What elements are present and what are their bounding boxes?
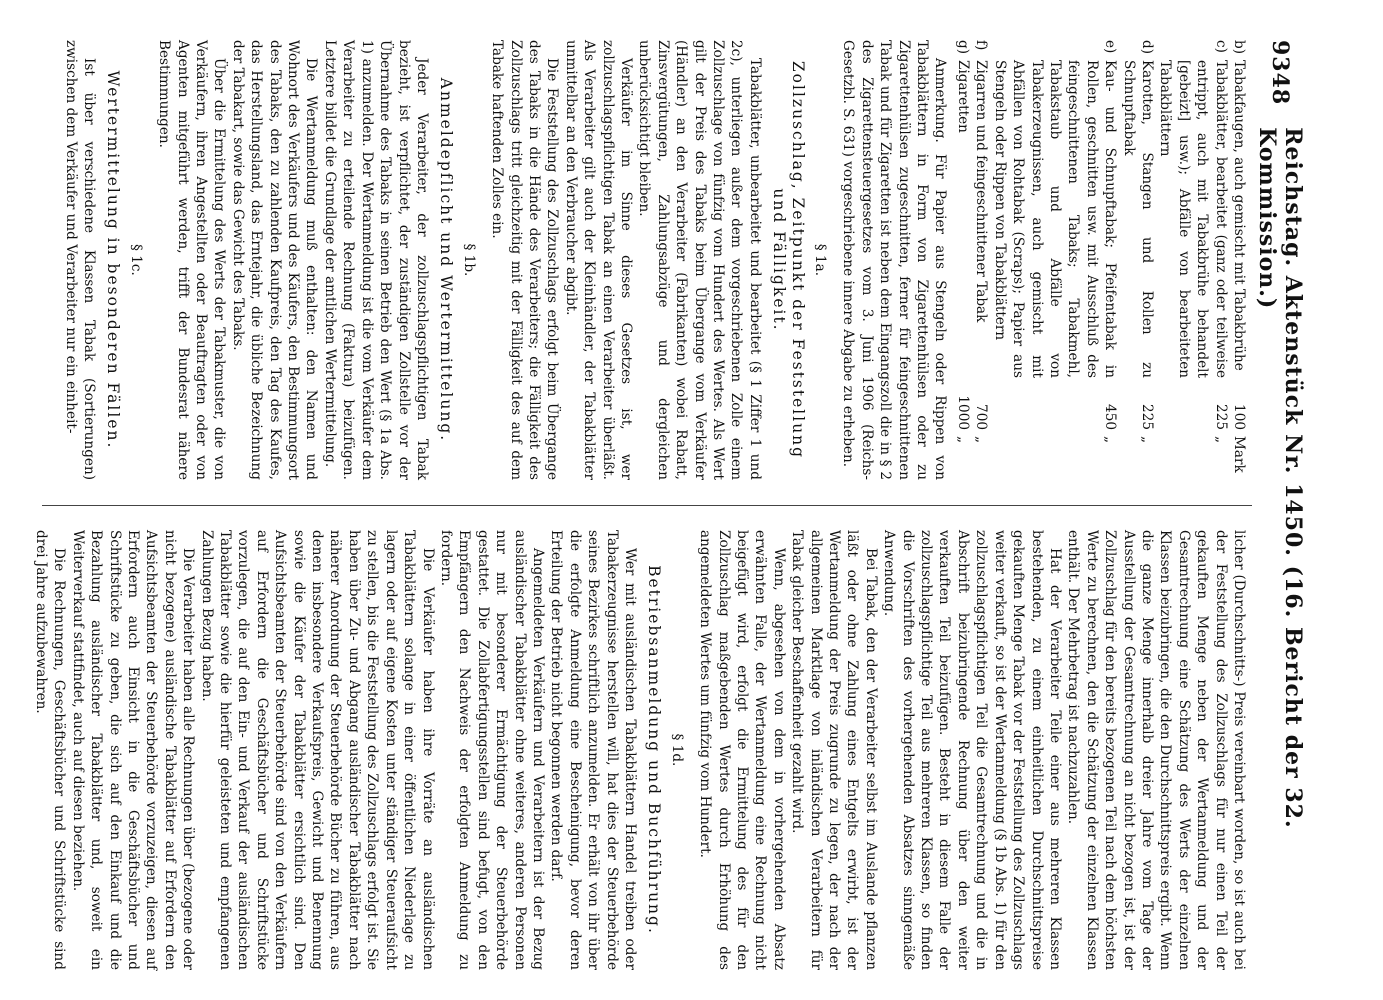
paragraph: Bei Tabak, den der Verarbeiter selbst im Auslande pflanzen läßt oder ohne Zahlung eines Entgelts erwirbt, ist der Wertanmeldung der Preis zugrunde zu legen, der nach der allgemeinen Marktlage von inländischen Verarbeitern für Tabak gleicher Beschaffenheit gezahlt wird. <box>789 530 879 970</box>
tariff-item-label: g) <box>954 40 971 55</box>
tariff-item-unit: „ <box>954 436 971 444</box>
tariff-list <box>954 40 1249 480</box>
paragraph: Die Verkäufer haben ihre Vorräte an ausländischen Tabakblättern solange in einer öffentlichen Niederlage zu lagern oder auf eigene Kosten unter ständiger Steueraufsicht zu stellen, bis die Feststellung des Zollzuschlags erfolgt ist. Sie haben über Zu- und Abgang ausländischer Tabakblätter nach näherer Anordnung der Steuerbehörde Bücher zu führen, aus denen insbesondere Verkaufspreis, Gewicht und Benennung sowie die Käufer der Tabakblätter ersichtlich sind. Den Aufsichtsbeamten der Steuerbehörde sind von den Verkäufern auf Erfordern die Geschäftsbücher und Schriftstücke vorzulegen, die auf den Ein- und Verkauf der ausländischen Tabakblätter sowie die hierfür geleisteten und empfangenen Zahlungen Bezug haben. <box>198 530 436 970</box>
tariff-item-amount: 450 <box>1102 404 1119 430</box>
paragraph: Angemeldeten Verkäufern und Verarbeitern ist der Bezug ausländischer Tabakblätter ohne weiteres, anderen Personen nur mit besonderer Ermächtigung der Steuerbehörde gestattet. Die Zollabfertigungsstellen sind befugt, von den Empfängern den Nachweis der erfolgten Anmeldung zu fordern. <box>437 530 546 970</box>
section-1d-number: § 1d. <box>668 733 685 767</box>
section-1a-heading: Zollzuschlag, Zeitpunkt der Feststellung und Fälligkeit. <box>770 60 807 460</box>
tariff-item <box>972 40 990 480</box>
tariff-item <box>990 40 1119 480</box>
column-divider <box>42 505 1252 506</box>
section-1b-heading: Anmeldepflicht und Wertermittelung. <box>437 77 456 443</box>
paragraph: Verkäufer im Sinne dieses Gesetzes ist, wer zollzuschlagspflichtigen Tabak an einen Verarbeiter überläßt. Als Verarbeiter gilt auch der Kleinhändler, der Tabakblätter unmittelbar an den Verbraucher abgibt. <box>562 40 634 480</box>
section-1c-heading: Wertermittelung in besonderen Fällen. <box>104 70 123 450</box>
tariff-item <box>1156 40 1230 480</box>
tariff-item-text: Zigarren und feingeschnittener Tabak <box>973 60 990 323</box>
tariff-item-unit: Mark <box>1231 436 1247 473</box>
tariff-item-amount: 225 <box>1212 404 1229 430</box>
tariff-item-label: f) <box>973 40 990 51</box>
paragraph: Die Rechnungen, Geschäftsbücher und Schriftstücke sind drei Jahre aufzubewahren. <box>33 530 68 970</box>
paragraph: Die Wertanmeldung muß enthalten: den Namen und Wohnort des Verkäufers und des Käufers, den Bestimmungsort des Tabaks, den zu zahlenden Kaufpreis, den Tag des Kaufes, das Herstellungsland, das Erntejahr, die übliche Bezeichnung der Tabakart, sowie das Gewicht des Tabaks. <box>229 40 320 480</box>
paragraph: Wenn, abgesehen von dem in vorhergehenden Absatz erwähnten Falle, der Wertanmeldung eine Rechnung nicht beigefügt wird, erfolgt die Ermittelung des für den Zollzuschlag maßgebenden Wertes durch Erhöhung des angemeldeten Wertes um fünfzig vom Hundert. <box>697 530 787 970</box>
tariff-item-label: c) <box>1212 40 1229 53</box>
tariff-item-amount: 100 <box>1231 404 1247 430</box>
right-column <box>32 530 1248 970</box>
paragraph: Jeder Verarbeiter, der zollzuschlagspflichtigen Tabak bezieht, ist verpflichtet, der zuständigen Zollstelle vor der Übernahme des Tabaks in seinen Betrieb den Wert (§ 1a Abs. 1) anzumelden. Der Wertanmeldung ist die vom Verkäufer dem Verarbeiter zu erteilende Rechnung (Faktura) beizufügen. Letztere bildet die Grundlage der amtlichen Wertermittelung. <box>321 40 430 480</box>
left-column <box>61 40 1248 480</box>
paragraph: Über die Ermittelung des Werts der Tabakmuster, die von Verkäufern, ihren Angestellten oder Beauftragten oder von Agenten mitgeführt werden, trifft der Bundesrat nähere Bestimmungen. <box>156 40 228 480</box>
tariff-item-text: Karotten, Stangen und Rollen zu Schnupftabak <box>1120 60 1155 378</box>
paragraph: Wer mit ausländischen Tabakblättern Handel treiben oder Tabakerzeugnisse herstellen will, hat dies der Steuerbehörde seines Bezirkes schriftlich anzumelden. Er erhält von ihr über die erfolgte Anmeldung eine Bescheinigung, bevor deren Erteilung der Betrieb nicht begonnen werden darf. <box>548 530 638 970</box>
tariff-item-text: Zigaretten <box>954 60 971 133</box>
paragraph: Ist über verschiedene Klassen Tabak (Sortierungen) zwischen dem Verkäufer und Verarbeiter nur ein einheit- <box>62 40 98 480</box>
tariff-item-unit: „ <box>1102 436 1119 444</box>
section-1b-number: § 1b. <box>460 243 477 277</box>
paragraph: Die Feststellung des Zollzuschlags erfolgt beim Übergange des Tabaks in die Hände des Verarbeiters; die Fälligkeit des Zollzuschlags tritt gleichzeitig mit der Fälligkeit des auf dem Tabake haftenden Zolles ein. <box>489 40 561 480</box>
tariff-item-unit: „ <box>973 436 990 444</box>
paragraph: licher (Durchschnitts-) Preis vereinbart worden, so ist auch bei der Feststellung des Zollzuschlags für nur einen Teil der gekauften Menge neben der Wertanmeldung und der Gesamtrechnung eine Schätzung des Werts der einzelnen Klassen beizubringen, die den Durchschnittspreis ergibt. Wenn die ganze Menge innerhalb dreier Jahre vom Tage der Ausstellung der Gesamtrechnung an nicht bezogen ist, ist der Zollzuschlag für den bereits bezogenen Teil nach dem höchsten Werte zu berechnen, den die Schätzung der einzelnen Klassen enthält. Der Mehrbetrag ist nachzuzahlen. <box>1065 530 1247 970</box>
tariff-item-label: d) <box>1138 40 1155 55</box>
page-header <box>1254 40 1306 960</box>
tariff-item-text: Tabakblätter, bearbeitet (ganz oder teilweise entrippt, auch mit Tabakbrühe behandelt [gebeizt] usw.); Abfälle von bearbeiteten Tabakblättern <box>1157 60 1229 378</box>
tariff-item <box>1230 40 1248 480</box>
tariff-item-label: b) <box>1231 40 1247 55</box>
paragraph: Hat der Verarbeiter Teile einer aus mehreren Klassen bestehenden, zu einem einheitlichen Durchschnittspreise gekauften Menge Tabak vor der Feststellung des Zollzuschlags weiter verkauft, so ist der Wertanmeldung (§ 1b Abs. 1) für den zollzuschlagspflichtigen Teil die Gesamtrechnung und die in Abschrift beizubringende Rechnung über den weiter verkauften Teil beizufügen. Besteht in diesem Falle der zollzuschlagspflichtige Teil aus mehreren Klassen, so finden die Vorschriften des vorhergehenden Absatzes sinngemäße Anwendung. <box>881 530 1063 970</box>
section-1c-number: § 1c. <box>127 244 144 276</box>
tariff-item-label: e) <box>1102 40 1119 54</box>
section-1d-heading: Betriebsanmeldung und Buchführung. <box>645 565 664 935</box>
tariff-item-amount: 1000 <box>954 395 971 430</box>
tariff-item-text: Tabakfaugen, auch gemischt mit Tabakbrühe <box>1231 60 1247 371</box>
section-1a-number: § 1a. <box>812 243 829 277</box>
tariff-item-amount: 700 <box>973 404 990 430</box>
paragraph: Tabakblätter, unbearbeitet und bearbeitet (§ 1 Ziffer 1 und 2c), unterliegen außer dem vorgeschriebenen Zolle einem Zollzuschlage von fünfzig vom Hundert des Wertes. Als Wert gilt der Preis des Tabaks beim Übergange vom Verkäufer (Händler) an den Verarbeiter (Fabrikanten) wobei Rabatt, Zinsvergütungen, Zahlungsabzüge und dergleichen unberücksichtigt bleiben. <box>636 40 763 480</box>
paragraph: Die Verarbeiter haben alle Rechnungen über (bezogene oder nicht bezogene) ausländische Tabakblätter auf Erfordern den Aufsichtsbeamten der Steuerbehörde vorzuzeigen, diesen auf Erfordern auch Einsicht in die Geschäftsbücher und Schriftstücke zu geben, die sich auf den Einkauf und die Bezahlung ausländischer Tabakblätter und, soweit ein Weiterverkauf stattfindet, auch auf diesen beziehen. <box>69 530 197 970</box>
tariff-item <box>1119 40 1156 480</box>
page-number: 9348 <box>1267 40 1293 106</box>
tariff-item-text: Kau- und Schnupftabak; Pfeifentabak in Rollen, geschnitten usw. mit Ausschluß des feingeschnittenen Tabaks; Tabakmehl, Tabakstaub und Abfälle von Tabakerzeugnissen, auch gemischt mit Abfällen von Rohtabak (Scraps); Papier aus Stengeln oder Rippen von Tabakblättern <box>991 60 1119 378</box>
tariff-item-amount: 225 <box>1138 404 1155 430</box>
tariff-item-unit: „ <box>1212 436 1229 444</box>
tariff-item <box>954 40 972 480</box>
tariff-item-unit: „ <box>1138 436 1155 444</box>
page-title: Reichstag. Aktenstück Nr. 1450. (16. Bericht der 32. Kommission.) <box>1254 127 1306 829</box>
annotation-note: Anmerkung. Für Papier aus Stengeln oder Rippen von Tabakblättern in Form von Zigarettenhülsen oder zu Zigarettenhülsen zugeschnitten, ferner für feingeschnittenen Tabak und für Zigaretten ist neben dem Eingangszoll die in § 2 des Zigarettensteuergesetzes vom 3. Juni 1906 (Reichs-Gesetzbl. S. 631) vorgeschriebene innere Abgabe zu erheben. <box>840 40 949 480</box>
